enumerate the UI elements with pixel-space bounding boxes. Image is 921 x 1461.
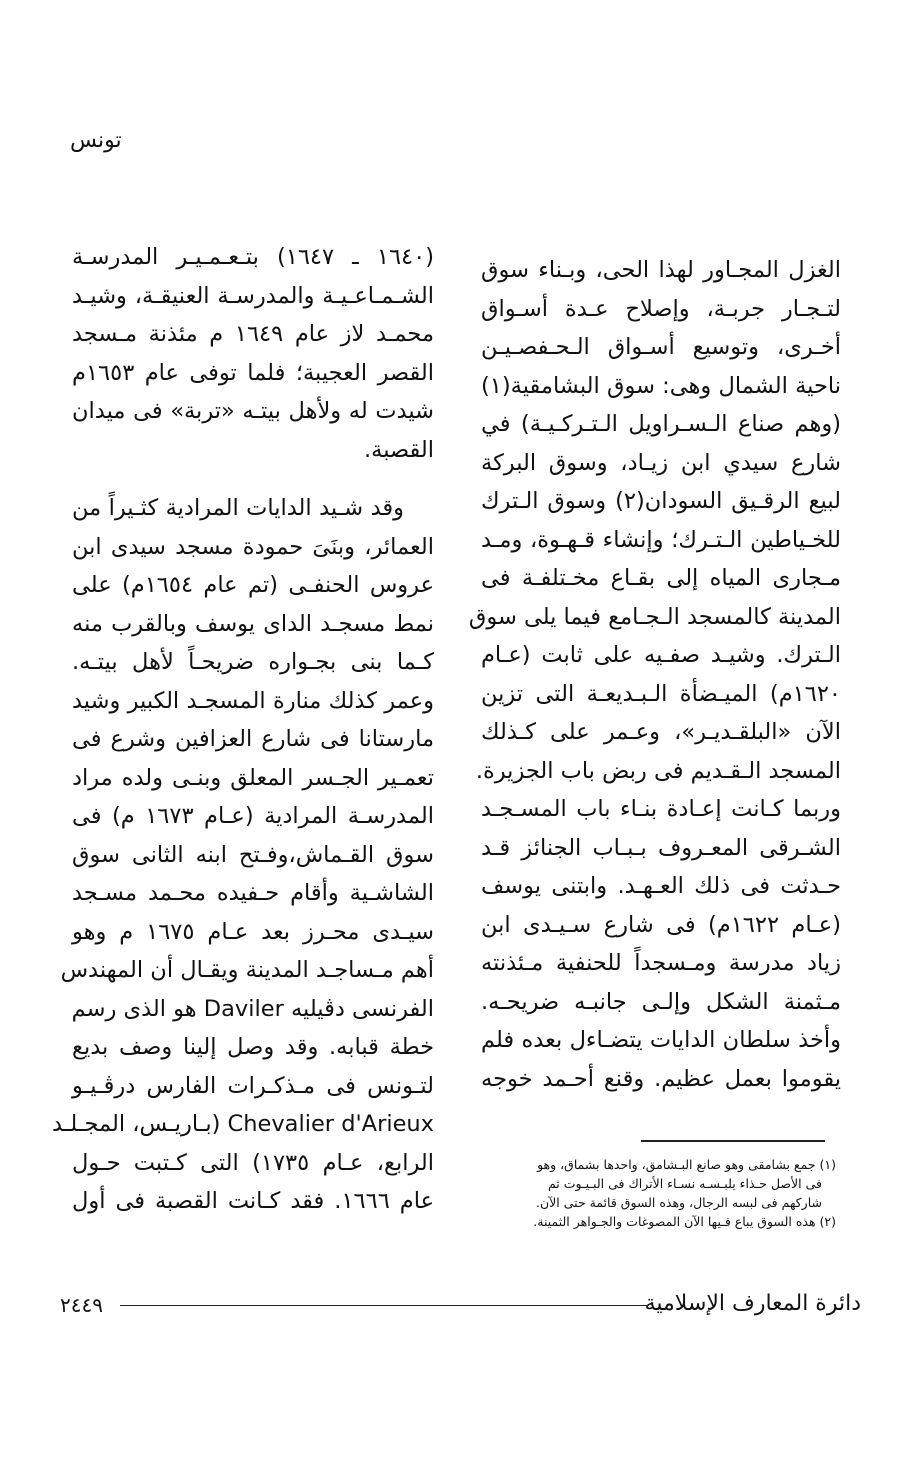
page-number: ٢٤٤٩ — [60, 1293, 103, 1317]
text-line: الـترك. وشيـد صفـيه على ثابت (عـام — [481, 642, 841, 668]
text-line: وقد شـيد الدايات المرادية كثـيراً من — [72, 495, 404, 521]
text-line: العمائر، وبنَىَ حمودة مسجد سيدى ابن — [72, 533, 434, 560]
text-line: خطة قبابه. وقد وصل إلينا وصف بديع — [72, 1034, 434, 1060]
text-line: القصر العجيبة؛ فلما توفى عام ١٦٥٣م — [72, 359, 434, 386]
text-line: وأخذ سلطان الدايات يتضـاءل بعده فلم — [481, 1027, 841, 1053]
text-line: الشـرقى المعـروف بـبـاب الجنائز قـد — [481, 834, 841, 861]
text-line: سوق القـماش،وفـتح ابنه الثانى سوق — [72, 841, 434, 868]
left-column — [52, 238, 434, 1221]
journal-title: دائرة المعارف الإسلامية — [644, 1291, 861, 1316]
text-line: الشاشـية وأقام حـفيده محـمد مسـجد — [72, 880, 434, 906]
text-line: (وهم صناع الـسـراويل الـتـركـيـة) في — [481, 411, 841, 437]
text-line: المدينة كالمسجد الـجـامع فيما يلى سوق — [468, 603, 841, 630]
text-line: المسجد الـقـديم فى ربض باب الجزيرة. — [475, 757, 841, 784]
text-line: عروس الحنفـى (تم عام ١٦٥٤م) على — [72, 572, 434, 598]
footnote-1-line: فى الأصل حـذاء يلبـسـه نسـاء الأتراك فى البـيـوت ثم — [547, 1176, 822, 1191]
text-line: Chevalier d'Arieux (بـاريـس، المجـلـد — [52, 1111, 434, 1137]
footnotes — [474, 1155, 836, 1231]
text-line: شارع سيدي ابن زيـاد، وسوق البركة — [481, 449, 841, 476]
footnote-1-line: (١) جمع بشامقى وهو صانع البـشامق، واحدها بشماق، وهو — [537, 1157, 836, 1172]
text-line: أهم مـساجـد المدينة ويقـال أن المهندس — [60, 957, 434, 983]
text-line: نمط مسجـد الداى يوسف وبالقرب منه — [72, 610, 434, 637]
text-line: حـدثت فى ذلك العـهـد. وابتنى يوسف — [481, 873, 841, 899]
text-line: الآن «البلقـديـر»، وعـمر على كـذلك — [481, 719, 841, 745]
text-line: المدرسـة المرادية (عـام ١٦٧٣ م) فى — [72, 803, 434, 829]
text-line: عام ١٦٦٦. فقد كـانت القصبة فى أول — [72, 1188, 434, 1214]
text-line: سيـدى محـرز بعد عـام ١٦٧٥ م وهو — [72, 918, 434, 945]
text-line: القصبة. — [363, 436, 434, 463]
text-line: وعمر كذلك منارة المسجـد الكبير وشيد — [72, 687, 434, 714]
text-line: يقوموا بعمل عظيم. وقنع أحـمد خوجه — [481, 1065, 841, 1092]
footer-rule — [120, 1305, 648, 1306]
page-footer — [0, 1291, 921, 1321]
text-line: للخـياطين الـتـرك؛ وإنشاء قـهـوة، ومـد — [481, 526, 841, 553]
footnote-1-line: شاركهم فى لبسه الرجال، وهذه السوق قائمة حتى الآن. — [536, 1195, 822, 1210]
footnote-2: (٢) هذه السوق يباع فـيها الآن المصوغات والجـواهر الثمينة. — [533, 1214, 836, 1229]
text-line: الغزل المجـاور لهذا الحى، وبـناء سوق — [481, 257, 841, 283]
text-line: مارستانا فى شارع العزافين وشرع فى — [72, 726, 434, 752]
text-line: مـثمنة الشكل وإلـى جانبـه ضريحـه. — [481, 988, 841, 1015]
text-line: ١٦٢٠م) الميـضأة الـبـديعـة التى تزين — [481, 680, 841, 707]
text-line: زياد مدرسة ومـسجداً للحنفية مـئذنته — [481, 950, 841, 976]
text-line: محمـد لاز عام ١٦٤٩ م مئذنة مـسجد — [72, 321, 434, 347]
text-line: الرابع، عـام ١٧٣٥) التى كـتبت حـول — [72, 1149, 434, 1176]
text-line: لتـجـار جربـة، وإصلاح عـدة أسـواق — [481, 295, 841, 322]
text-line: وربما كـانت إعـادة بنـاء باب المسـجـد — [481, 796, 841, 822]
running-head: تونس — [70, 128, 122, 153]
paragraph-gap — [72, 469, 434, 489]
text-line: أخـرى، وتوسيع أسـواق الـحـفصـيـن — [481, 334, 841, 360]
text-line: لتـونس فى مـذكـرات الفارس درڤـيـو — [72, 1072, 434, 1099]
footnote-rule — [641, 1140, 825, 1142]
right-column — [468, 251, 842, 1098]
text-line: ناحية الشمال وهى: سوق البشامقية(١) — [481, 372, 841, 399]
text-line: لبيع الرقـيق السودان(٢) وسوق الـترك — [481, 488, 841, 514]
text-line: مـجارى المياه إلى بقـاع مخـتلفـة فى — [481, 565, 841, 591]
text-line: تعمـير الجـسر المعلق وبنـى ولده مراد — [72, 764, 434, 791]
text-line: الفرنسى دڤيليه Daviler هو الذى رسم — [71, 995, 434, 1022]
text-line: (عـام ١٦٢٢م) فى شارع سـيـدى ابن — [481, 911, 842, 938]
text-line: الشـمـاعـيـة والمدرسـة العنيقـة، وشيـد — [72, 282, 434, 309]
text-line: شيدت له ولأهل بيتـه «تربة» فى ميدان — [72, 398, 434, 424]
text-line: كـما بنى بجـواره ضريحـاً لأهل بيتـه. — [72, 649, 434, 675]
text-line: (١٦٤٠ ـ ١٦٤٧) بتـعـمـيـر المدرسـة — [72, 244, 434, 270]
